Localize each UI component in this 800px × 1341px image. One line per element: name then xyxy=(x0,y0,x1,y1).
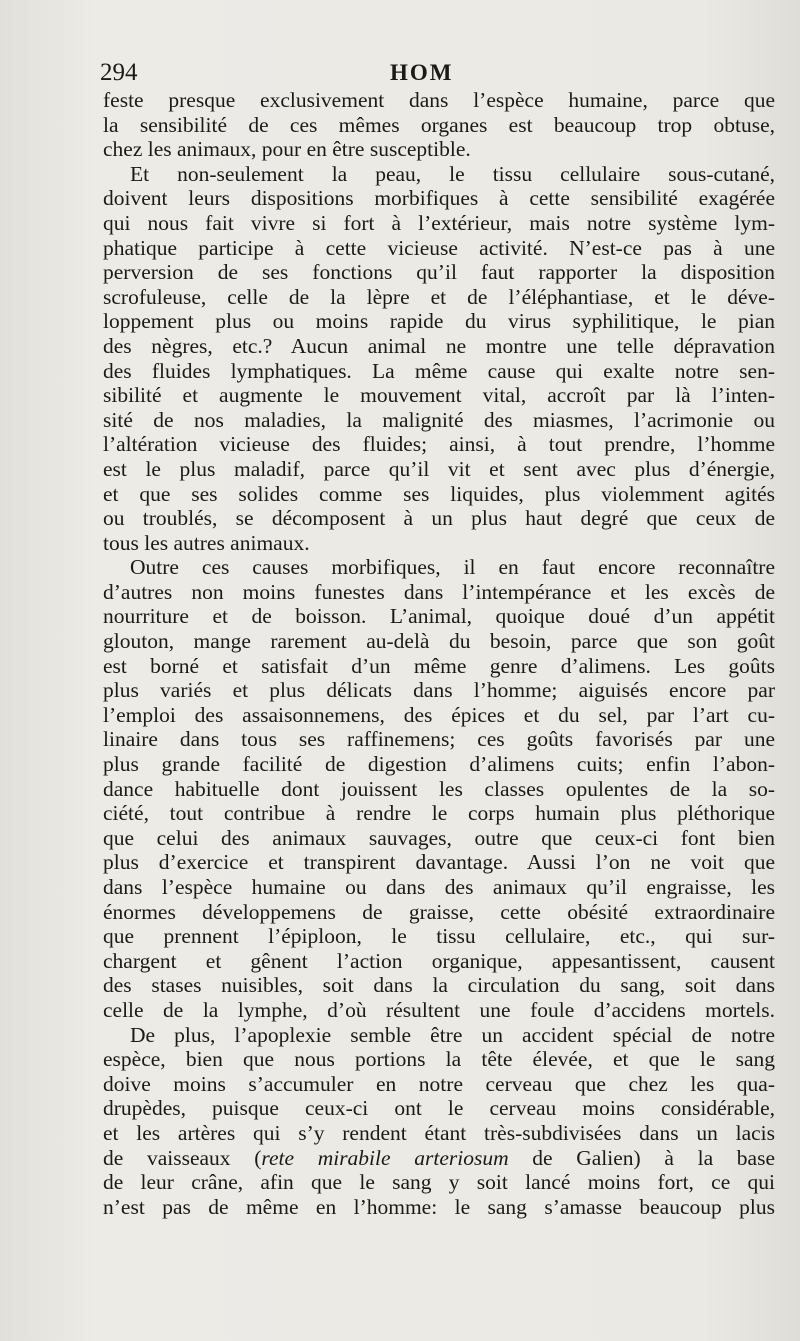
text-line: drupèdes, puisque ceux-ci ont le cerveau moins considérable, xyxy=(103,1096,775,1121)
text-line: dance habituelle dont jouissent les classes opulentes de la so- xyxy=(103,776,775,801)
text-line: celle de la lymphe, d’où résultent une foule d’accidens mortels. xyxy=(103,997,775,1022)
latin-term: rete mirabile arteriosum xyxy=(261,1145,509,1170)
text-line: sité de nos maladies, la malignité des miasmes, l’acrimonie ou xyxy=(103,407,775,432)
text-line: espèce, bien que nous portions la tête élevée, et que le sang xyxy=(103,1047,775,1072)
text-line: scrofuleuse, celle de la lèpre et de l’éléphantiase, et le déve- xyxy=(103,284,775,309)
text-line: qui nous fait vivre si fort à l’extérieur, mais notre système lym- xyxy=(103,210,775,235)
text-line: est borné et satisfait d’un même genre d’alimens. Les goûts xyxy=(103,653,775,678)
text-line: d’autres non moins funestes dans l’intempérance et les excès de xyxy=(103,579,775,604)
text-line: ou troublés, se décomposent à un plus haut degré que ceux de xyxy=(103,506,775,531)
text-line-with-italic xyxy=(103,1146,775,1171)
text-line: énormes développemens de graisse, cette obésité extraordinaire xyxy=(103,899,775,924)
text-line: plus d’exercice et transpirent davantage. Aussi l’on ne voit que xyxy=(103,850,775,875)
text-line: plus grande facilité de digestion d’alimens cuits; enfin l’abon- xyxy=(103,752,775,777)
text-line: des stases nuisibles, soit dans la circulation du sang, soit dans xyxy=(103,973,775,998)
text-line: l’altération vicieuse des fluides; ainsi, à tout prendre, l’homme xyxy=(103,432,775,457)
text-line: est le plus maladif, parce qu’il vit et sent avec plus d’énergie, xyxy=(103,456,775,481)
text-line: linaire dans tous ses raffinemens; ces goûts favorisés par une xyxy=(103,727,775,752)
text-line: De plus, l’apoplexie semble être un accident spécial de notre xyxy=(130,1022,775,1047)
page-number: 294 xyxy=(100,59,138,86)
body-text xyxy=(103,88,775,1219)
text-segment: de Galien) à la base xyxy=(508,1145,775,1170)
text-line: feste presque exclusivement dans l’espèce humaine, parce que xyxy=(103,88,775,112)
text-line: des nègres, etc.? Aucun animal ne montre une telle dépravation xyxy=(103,333,775,358)
text-line: n’est pas de même en l’homme: le sang s’amasse beaucoup plus xyxy=(103,1194,775,1219)
text-line: l’emploi des assaisonnemens, des épices et du sel, par l’art cu- xyxy=(103,702,775,727)
text-line: loppement plus ou moins rapide du virus syphilitique, le pian xyxy=(103,309,775,334)
text-line: des fluides lymphatiques. La même cause qui exalte notre sen- xyxy=(103,358,775,383)
text-line: la sensibilité de ces mêmes organes est beaucoup trop obtuse, xyxy=(103,112,775,137)
text-line: chargent et gênent l’action organique, appesantissent, causent xyxy=(103,948,775,973)
text-line: Outre ces causes morbifiques, il en faut encore reconnaître xyxy=(130,555,775,580)
text-line: dans l’espèce humaine ou dans des animaux qu’il engraisse, les xyxy=(103,875,775,899)
text-line: doivent leurs dispositions morbifiques à cette sensibilité exagérée xyxy=(103,186,775,211)
text-line: nourriture et de boisson. L’animal, quoique doué d’un appétit xyxy=(103,604,775,629)
text-line: tous les autres animaux. xyxy=(103,530,310,555)
page-header xyxy=(100,58,775,88)
text-line: phatique participe à cette vicieuse activité. N’est-ce pas à une xyxy=(103,235,775,260)
text-line: et les artères qui s’y rendent étant très-subdivisées dans un lacis xyxy=(103,1120,775,1145)
running-head: HOM xyxy=(390,60,454,85)
text-line: Et non-seulement la peau, le tissu cellulaire sous-cutané, xyxy=(130,161,775,186)
text-line: et que ses solides comme ses liquides, plus violemment agités xyxy=(103,481,775,506)
text-line: que prennent l’épiploon, le tissu cellulaire, etc., qui sur- xyxy=(103,924,775,949)
text-line: que celui des animaux sauvages, outre que ceux-ci font bien xyxy=(103,825,775,850)
text-line: plus variés et plus délicats dans l’homme; aiguisés encore par xyxy=(103,678,775,703)
text-line: de leur crâne, afin que le sang y soit lancé moins fort, ce qui xyxy=(103,1170,775,1195)
text-segment: de vaisseaux ( xyxy=(103,1145,262,1170)
text-line: chez les animaux, pour en être susceptible. xyxy=(103,137,471,162)
text-line: glouton, mange rarement au-delà du besoin, parce que son goût xyxy=(103,629,775,654)
text-line: ciété, tout contribue à rendre le corps humain plus pléthorique xyxy=(103,801,775,826)
text-line: perversion de ses fonctions qu’il faut rapporter la disposition xyxy=(103,260,775,285)
text-line: doive moins s’accumuler en notre cerveau que chez les qua- xyxy=(103,1071,775,1096)
text-line: sibilité et augmente le mouvement vital, accroît par là l’inten- xyxy=(103,383,775,408)
